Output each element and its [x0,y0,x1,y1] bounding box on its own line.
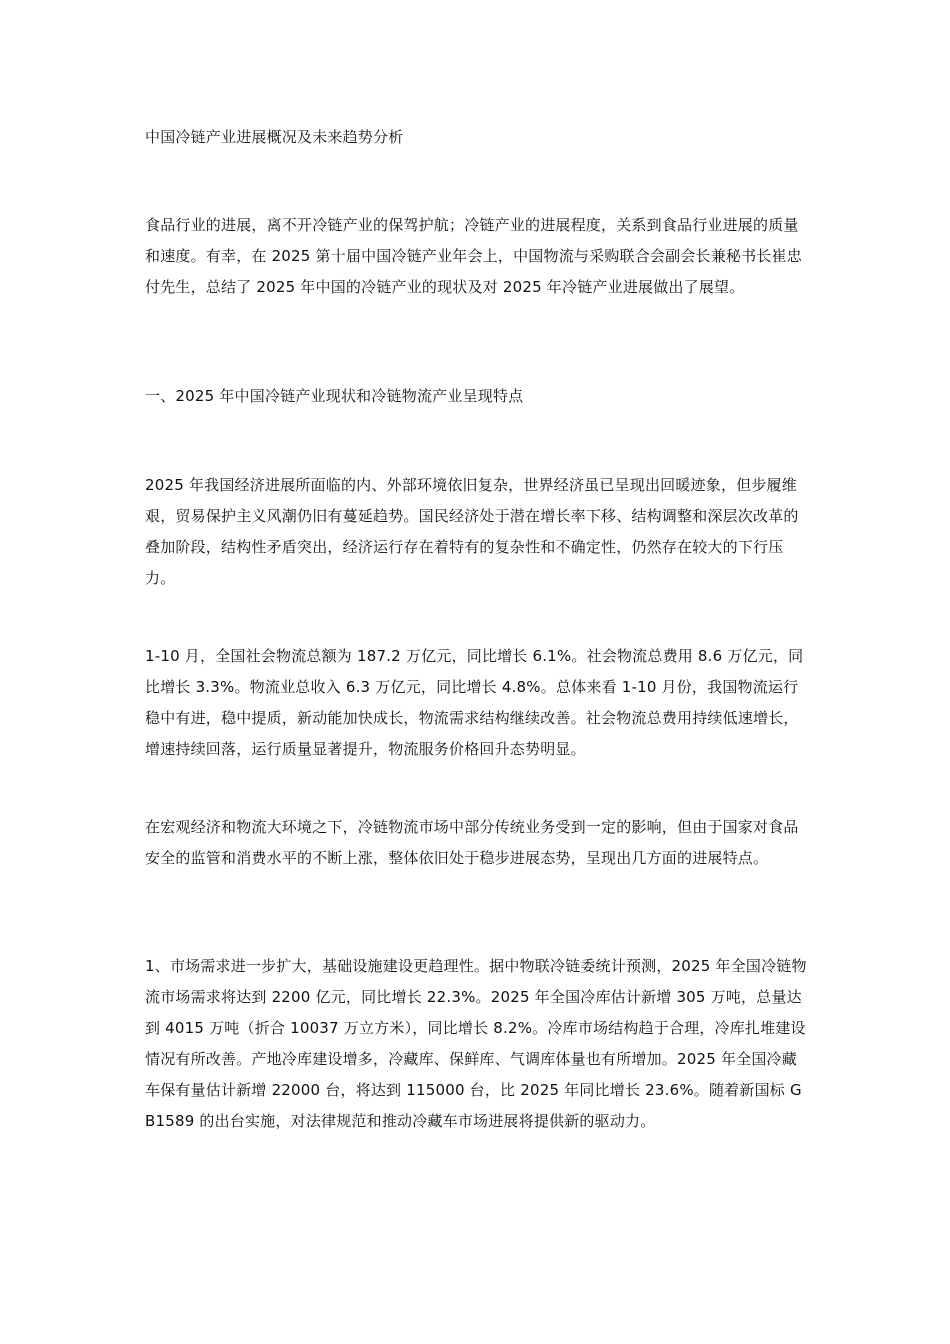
macro-paragraph: 在宏观经济和物流大环境之下，冷链物流市场中部分传统业务受到一定的影响，但由于国家对食品安全的监管和消费水平的不断上涨，整体依旧处于稳步进展态势，呈现出几方面的进展特点。 [145,818,799,867]
section-heading: 一、2025 年中国冷链产业现状和冷链物流产业呈现特点 [145,387,524,405]
economy-paragraph: 2025 年我国经济进展所面临的内、外部环境依旧复杂，世界经济虽已呈现出回暖迹象，但步履维艰，贸易保护主义风潮仍旧有蔓延趋势。国民经济处于潜在增长率下移、结构调整和深层次改革的叠加阶段，结构性矛盾突出，经济运行存在着特有的复杂性和不确定性，仍然存在较大的下行压力。 [145,476,799,587]
point-one-paragraph: 1、市场需求进一步扩大，基础设施建设更趋理性。据中物联冷链委统计预测，2025 年全国冷链物流市场需求将达到 2200 亿元，同比增长 22.3%。2025 年全国冷库估计新增 305 万吨，总量达到 4015 万吨（折合 10037 万立方米），同比增长 8.2%。冷库市场结构趋于合理，冷库扎堆建设情况有所改善。产地冷库建设增多，冷藏库、保鲜库、气调库体量也有所增加。2025 年全国冷藏车保有量估计新增 22000 台，将达到 115000 台，比 2025 年同比增长 23.6%。随着新国标 GB1589 的出台实施，对法律规范和推动冷藏车市场进展将提供新的驱动力。 [145,957,807,1130]
intro-paragraph: 食品行业的进展，离不开冷链产业的保驾护航；冷链产业的进展程度，关系到食品行业进展的质量和速度。有幸，在 2025 第十届中国冷链产业年会上，中国物流与采购联合会副会长兼秘书长崔忠付先生，总结了 2025 年中国的冷链产业的现状及对 2025 年冷链产业进展做出了展望。 [145,216,802,296]
logistics-paragraph: 1-10 月，全国社会物流总额为 187.2 万亿元，同比增长 6.1%。社会物流总费用 8.6 万亿元，同比增长 3.3%。物流业总收入 6.3 万亿元，同比增长 4.8%。总体来看 1-10 月份，我国物流运行稳中有进，稳中提质，新动能加快成长，物流需求结构继续改善。社会物流总费用持续低速增长，增速持续回落，运行质量显著提升，物流服务价格回升态势明显。 [145,647,804,758]
document-title: 中国冷链产业进展概况及未来趋势分析 [145,128,404,146]
